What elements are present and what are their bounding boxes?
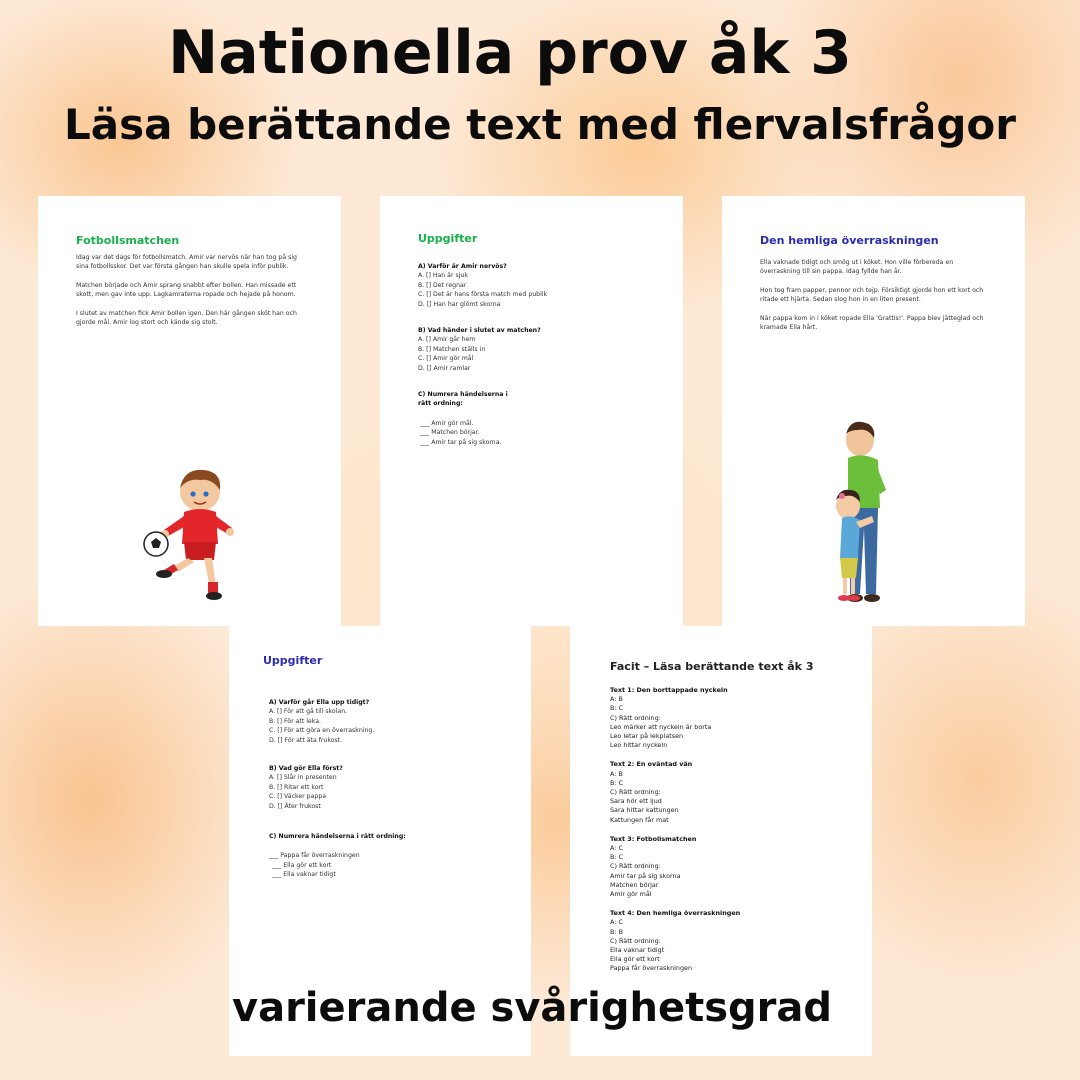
answer-line: Ella gör ett kort (610, 955, 660, 964)
order-item: ___ Ella gör ett kort (272, 861, 332, 869)
answer-key-list (610, 686, 740, 974)
answer-option: B. [] Matchen ställs in (418, 345, 486, 353)
story-paragraph: I slutet av matchen fick Amir bollen igen. Den här gången sköt han och gjorde mål. Amir log stort och kände sig stolt. (76, 309, 297, 327)
story-paragraph: Matchen började och Amir sprang snabbt efter bollen. Han missade ett skott, men gav inte upp. Lagkamraterna ropade och hejade på honom. (76, 281, 297, 299)
question-b (418, 326, 658, 373)
question-title: C) Numrera händelserna i (418, 391, 508, 398)
answer-section-title: Text 1: Den borttappade nyckeln (610, 686, 728, 694)
answer-option: D. [] Äter frukost (269, 802, 321, 810)
worksheet-page-hemliga-overraskningen (722, 196, 1025, 626)
answer-option: B. [] För att leka. (269, 717, 321, 725)
question-c (269, 832, 509, 880)
page-heading: Den hemliga överraskningen (760, 234, 939, 247)
page-heading: Uppgifter (263, 654, 323, 667)
page-heading: Facit – Läsa berättande text åk 3 (610, 660, 814, 673)
answer-section (610, 760, 740, 824)
question-c (418, 390, 658, 447)
answer-option: C. [] För att göra en överraskning. (269, 727, 375, 735)
worksheet-page-uppgifter-1 (380, 196, 683, 626)
answer-option: A. [] Slår in presenten (269, 774, 337, 782)
answer-line: Leo märker att nyckeln är borta (610, 722, 712, 731)
answer-option: B. [] Ritar ett kort (269, 783, 324, 791)
question-title: A) Varför går Ella upp tidigt? (269, 699, 370, 706)
answer-line: B: C (610, 778, 624, 787)
order-item: ___ Matchen börjar. (420, 429, 480, 437)
answer-line: Leo letar på lekplatsen (610, 732, 684, 741)
answer-section-title: Text 4: Den hemliga överraskningen (610, 909, 741, 918)
father-daughter-hug-illustration (822, 418, 922, 610)
answer-line: A: C (610, 844, 623, 853)
page-heading: Uppgifter (418, 232, 478, 245)
answer-line: B: C (610, 853, 624, 862)
answer-option: C. [] Väcker pappa (269, 793, 327, 801)
answer-section (610, 909, 740, 973)
answer-line: A: C (610, 918, 623, 927)
answer-line: C) Rätt ordning: (610, 788, 661, 797)
answer-line: B: B (610, 927, 623, 936)
answer-line: A: B (610, 695, 623, 704)
answer-line: C) Rätt ordning: (610, 713, 661, 722)
question-title: A) Varför är Amir nervös? (418, 263, 507, 270)
answer-line: Pappa får överraskningen (610, 964, 692, 973)
answer-line: Amir gör mål (610, 890, 652, 899)
order-item: ___ Ella vaknar tidigt (272, 871, 336, 879)
story-paragraph: Hon tog fram papper, pennor och tejp. Försiktigt gjorde hon ett kort och ritade ett hjärta. Sedan slog hon in en liten present. (760, 286, 984, 304)
answer-line: A: B (610, 769, 623, 778)
story-paragraph: Idag var det dags för fotbollsmatch. Amir var nervös när han tog på sig sina fotbollsskor. Det var första gången han skulle spela inför publik. (76, 254, 297, 271)
answer-option: C. [] Det är hans första match med publik (418, 291, 548, 299)
order-item: ___ Pappa får överraskningen (269, 852, 360, 860)
answer-section (610, 835, 740, 899)
question-b (269, 764, 509, 811)
answer-line: C) Rätt ordning: (610, 936, 661, 945)
answer-line: B: C (610, 704, 624, 713)
answer-section-title: Text 3: Fotbollsmatchen (610, 834, 697, 843)
subtitle: Läsa berättande text med flervalsfrågor (64, 100, 1016, 149)
story-text (760, 258, 990, 341)
question-title-line-2: rätt ordning: (418, 400, 463, 408)
answer-option: D. [] Han har glömt skorna (418, 300, 501, 308)
answer-option: A. [] För att gå till skolan. (269, 708, 348, 716)
story-paragraph: Ella vaknade tidigt och smög ut i köket. Hon ville förbereda en överraskning till sin pappa. Idag fyllde han år. (760, 259, 954, 276)
answer-section (610, 686, 740, 750)
answer-option: C. [] Amir gör mål (418, 355, 474, 363)
story-paragraph: När pappa kom in i köket ropade Ella 'Grattis!'. Pappa blev jätteglad och kramade Ella hårt. (760, 314, 984, 332)
main-title: Nationella prov åk 3 (168, 18, 852, 88)
answer-line: Leo hittar nyckeln (610, 741, 668, 750)
order-item: ___ Amir gör mål. (420, 419, 474, 427)
worksheet-page-fotbollsmatchen (38, 196, 341, 626)
answer-option: D. [] Amir ramlar (418, 364, 471, 372)
question-a (418, 262, 658, 309)
answer-line: Sara hör ett ljud (610, 797, 662, 806)
soccer-boy-illustration (138, 466, 248, 606)
question-title: B) Vad gör Ella först? (269, 765, 343, 772)
question-title: C) Numrera händelserna i rätt ordning: (269, 833, 406, 840)
answer-option: B. [] Det regnar (418, 281, 467, 289)
story-text (76, 253, 306, 336)
answer-line: Sara hittar kattungen (610, 806, 679, 815)
question-a (269, 698, 509, 745)
order-item: ___ Amir tar på sig skorna. (420, 438, 502, 446)
answer-line: Matchen börjar (610, 880, 659, 889)
question-title: B) Vad händer i slutet av matchen? (418, 327, 541, 334)
page-heading: Fotbollsmatchen (76, 234, 180, 247)
answer-option: A. [] Han är sjuk (418, 272, 468, 280)
answer-line: Amir tar på sig skorna (610, 871, 681, 880)
answer-option: D. [] För att äta frukost. (269, 736, 343, 744)
answer-section-title: Text 2: En oväntad vän (610, 760, 693, 769)
answer-option: A. [] Amir går hem (418, 336, 476, 344)
answer-line: Ella vaknar tidigt (610, 946, 665, 955)
answer-line: Kattungen får mat (610, 815, 669, 824)
answer-line: C) Rätt ordning: (610, 862, 661, 871)
footer-tagline: varierande svårighetsgrad (232, 985, 832, 1031)
